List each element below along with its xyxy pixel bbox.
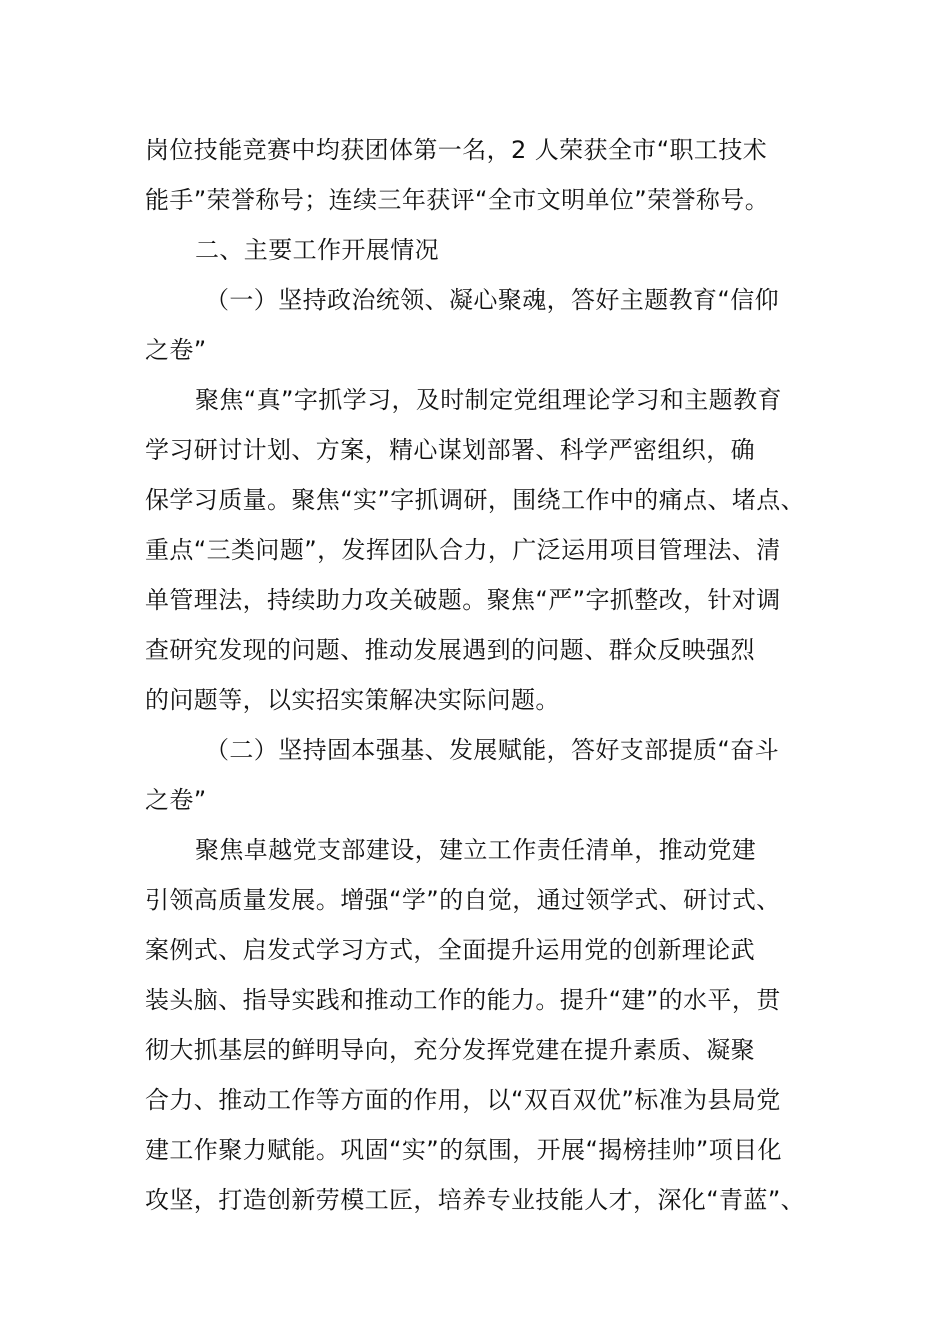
text-line: 聚焦卓越党支部建设，建立工作责任清单，推动党建 xyxy=(195,836,757,864)
text-line: 的问题等，以实招实策解决实际问题。 xyxy=(145,686,560,714)
subsection-heading-continued: 之卷” xyxy=(145,336,207,364)
text-line: 重点“三类问题”，发挥团队合力，广泛运用项目管理法、清 xyxy=(145,536,781,564)
text-line: 学习研讨计划、方案，精心谋划部署、科学严密组织，确 xyxy=(145,436,755,464)
text-line: 聚焦“真”字抓学习，及时制定党组理论学习和主题教育 xyxy=(195,386,782,414)
text-line: 彻大抓基层的鲜明导向，充分发挥党建在提升素质、凝聚 xyxy=(145,1036,755,1064)
text-line: 引领高质量发展。增强“学”的自觉，通过领学式、研讨式、 xyxy=(145,886,781,914)
text-line: 岗位技能竞赛中均获团体第一名，2 人荣获全市“职工技术 xyxy=(145,136,768,164)
subsection-heading-continued: 之卷” xyxy=(145,786,207,814)
subsection-heading: （二）坚持固本强基、发展赋能，答好支部提质“奋斗 xyxy=(205,736,780,764)
text-line: 能手”荣誉称号；连续三年获评“全市文明单位”荣誉称号。 xyxy=(145,186,770,214)
text-line: 装头脑、指导实践和推动工作的能力。提升“建”的水平，贯 xyxy=(145,986,781,1014)
text-line: 攻坚，打造创新劳模工匠，培养专业技能人才，深化“青蓝”、 xyxy=(145,1186,806,1214)
text-line: 保学习质量。聚焦“实”字抓调研，围绕工作中的痛点、堵点、 xyxy=(145,486,806,514)
text-line: 建工作聚力赋能。巩固“实”的氛围，开展“揭榜挂帅”项目化 xyxy=(145,1136,782,1164)
section-heading: 二、主要工作开展情况 xyxy=(195,236,439,264)
text-line: 查研究发现的问题、推动发展遇到的问题、群众反映强烈 xyxy=(145,636,755,664)
text-line: 合力、推动工作等方面的作用，以“双百双优”标准为县局党 xyxy=(145,1086,781,1114)
text-line: 案例式、启发式学习方式，全面提升运用党的创新理论武 xyxy=(145,936,755,964)
text-line: 单管理法，持续助力攻关破题。聚焦“严”字抓整改，针对调 xyxy=(145,586,781,614)
subsection-heading: （一）坚持政治统领、凝心聚魂，答好主题教育“信仰 xyxy=(205,286,780,314)
